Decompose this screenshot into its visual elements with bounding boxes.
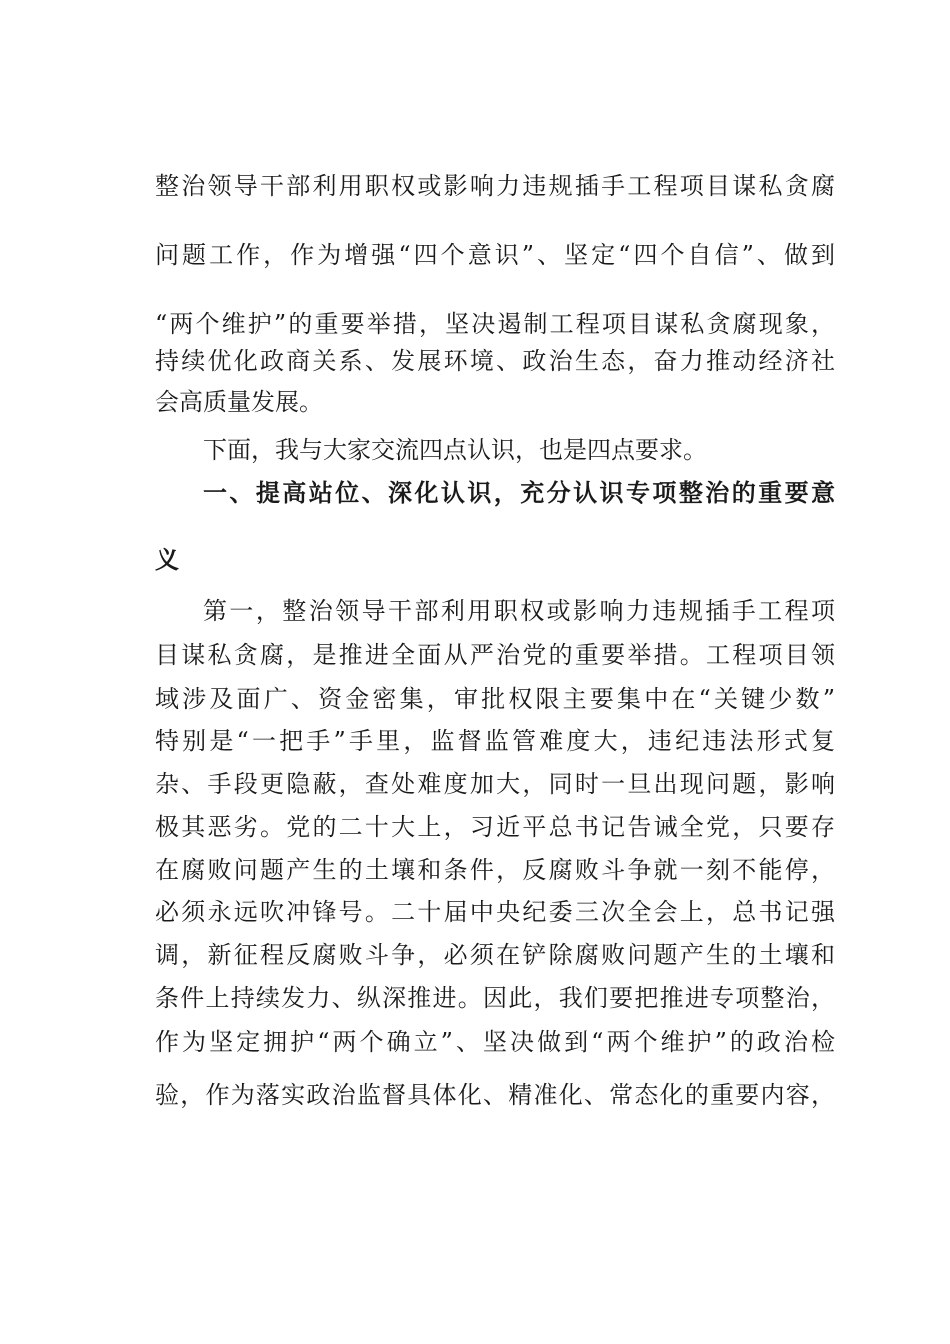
body-text-line: 下面，我与大家交流四点认识，也是四点要求。	[203, 436, 707, 464]
section-heading: 一、提高站位、深化认识，充分认识专项整治的重要意	[203, 479, 835, 507]
body-text-line: 持续优化政商关系、发展环境、政治生态，奋力推动经济社	[155, 347, 835, 375]
body-text-line: 验，作为落实政治监督具体化、精准化、常态化的重要内容，	[155, 1081, 835, 1109]
body-text-line: “两个维护”的重要举措，坚决遏制工程项目谋私贪腐现象，	[155, 310, 835, 338]
body-text-line: 调，新征程反腐败斗争，必须在铲除腐败问题产生的土壤和	[155, 941, 835, 969]
section-heading-continuation: 义	[155, 546, 179, 574]
body-text-line: 极其恶劣。党的二十大上，习近平总书记告诫全党，只要存	[155, 813, 835, 841]
body-text-line: 第一，整治领导干部利用职权或影响力违规插手工程项	[203, 597, 835, 625]
body-text-line: 问题工作，作为增强“四个意识”、坚定“四个自信”、做到	[155, 241, 835, 269]
body-text-line: 作为坚定拥护“两个确立”、坚决做到“两个维护”的政治检	[155, 1028, 835, 1056]
body-text-line: 条件上持续发力、纵深推进。因此，我们要把推进专项整治，	[155, 984, 835, 1012]
body-text-line: 在腐败问题产生的土壤和条件，反腐败斗争就一刻不能停，	[155, 856, 835, 884]
body-text-line: 目谋私贪腐，是推进全面从严治党的重要举措。工程项目领	[155, 641, 835, 669]
body-text-line: 域涉及面广、资金密集，审批权限主要集中在“关键少数”	[155, 685, 835, 713]
body-text-line: 杂、手段更隐蔽，查处难度加大，同时一旦出现问题，影响	[155, 770, 835, 798]
body-text-line: 特别是“一把手”手里，监督监管难度大，违纪违法形式复	[155, 727, 835, 755]
body-text-line: 会高质量发展。	[155, 388, 323, 416]
body-text-line: 整治领导干部利用职权或影响力违规插手工程项目谋私贪腐	[155, 172, 835, 200]
body-text-line: 必须永远吹冲锋号。二十届中央纪委三次全会上，总书记强	[155, 898, 835, 926]
